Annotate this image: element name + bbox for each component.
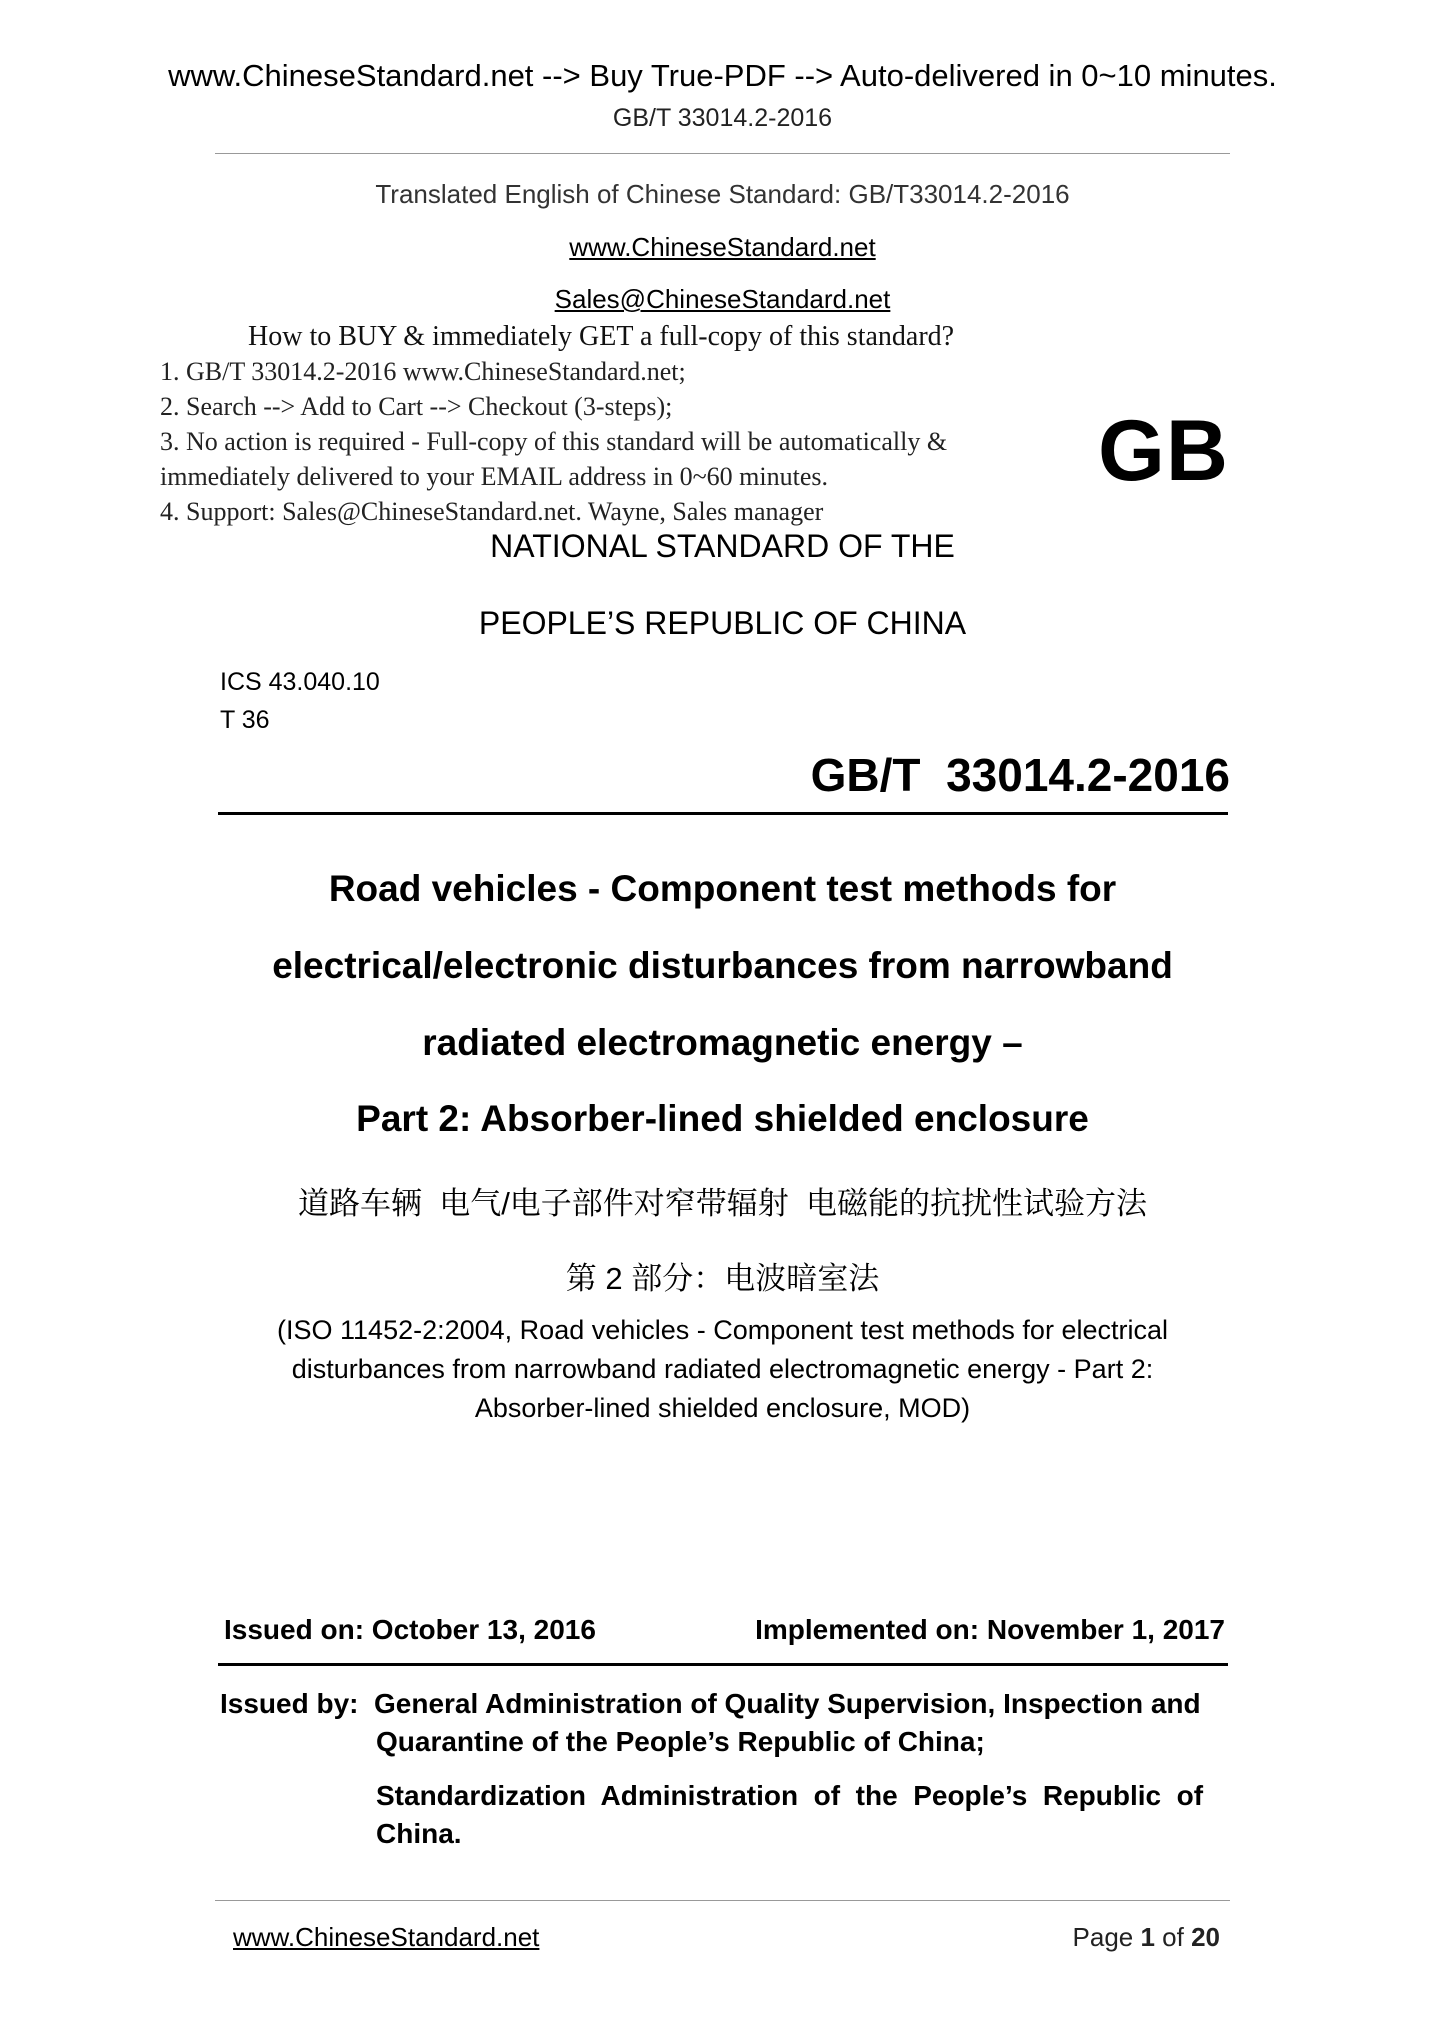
iso-reference-line-3: Absorber-lined shielded enclosure, MOD) [474,1393,971,1423]
header-line-1: www.ChineseStandard.net --> Buy True-PDF --> Auto-delivered in 0~10 minutes. [168,58,1277,93]
standard-number: GB/T 33014.2-2016 [810,749,1230,801]
title-cn-line-2: 第 2 部分：电波暗室法 [565,1261,880,1296]
page-total: 20 [1191,1922,1220,1952]
page-number: 1 [1140,1922,1155,1952]
header-line-2: GB/T 33014.2-2016 [612,104,833,132]
buy-step: 2. Search --> Add to Cart --> Checkout (3-steps); [160,392,673,421]
buy-steps-list [160,354,947,529]
implemented-date: Implemented on: November 1, 2017 [755,1614,1225,1645]
page-of: of [1154,1922,1192,1952]
national-standard-line-1: NATIONAL STANDARD OF THE [490,528,955,564]
buy-step: 1. GB/T 33014.2-2016 www.ChineseStandard.net; [160,357,686,386]
buy-step: immediately delivered to your EMAIL address in 0~60 minutes. [160,462,829,491]
issued-by-label: Issued by: [220,1688,359,1719]
issuer-org-1-line-1: General Administration of Quality Supervision, Inspection and [374,1688,1201,1719]
issuer-org-1-line-2: Quarantine of the People’s Republic of China; [376,1726,985,1757]
footer-divider [215,1900,1230,1901]
iso-reference-line-1: (ISO 11452-2:2004, Road vehicles - Component test methods for electrical [277,1315,1168,1345]
website-link[interactable]: www.ChineseStandard.net [569,232,876,262]
gb-logo: GB [1098,403,1229,499]
title-en-line-4: Part 2: Absorber-lined shielded enclosure [356,1098,1089,1139]
issued-date: Issued on: October 13, 2016 [224,1614,596,1645]
how-to-buy-heading: How to BUY & immediately GET a full-copy of this standard? [248,321,955,352]
sales-email-link[interactable]: Sales@ChineseStandard.net [554,284,891,314]
page-indicator [1073,1922,1220,1953]
standard-number-rule [218,812,1228,815]
page-prefix: Page [1072,1922,1141,1952]
iso-reference-line-2: disturbances from narrowband radiated electromagnetic energy - Part 2: [291,1354,1154,1384]
title-cn-line-1: 道路车辆 电气/电子部件对窄带辐射 电磁能的抗扰性试验方法 [297,1186,1148,1221]
dates-rule [218,1663,1228,1666]
issuer-org-2-line-2: China. [376,1818,462,1849]
ics-number: ICS 43.040.10 [220,668,380,696]
title-en-line-3: radiated electromagnetic energy – [422,1022,1023,1063]
title-en-line-2: electrical/electronic disturbances from narrowband [272,945,1173,986]
translated-note: Translated English of Chinese Standard: GB/T33014.2-2016 [375,179,1070,209]
title-en-line-1: Road vehicles - Component test methods for [328,868,1117,909]
ccs-code: T 36 [220,706,270,734]
footer-website-link[interactable]: www.ChineseStandard.net [233,1922,540,1952]
national-standard-line-2: PEOPLE’S REPUBLIC OF CHINA [478,605,967,641]
issuer-org-2-line-1: Standardization Administration of the People’s Republic of [376,1780,1204,1811]
header-divider [215,153,1230,154]
buy-step: 3. No action is required - Full-copy of this standard will be automatically & [160,427,948,456]
buy-step: 4. Support: Sales@ChineseStandard.net. Wayne, Sales manager [160,497,824,526]
